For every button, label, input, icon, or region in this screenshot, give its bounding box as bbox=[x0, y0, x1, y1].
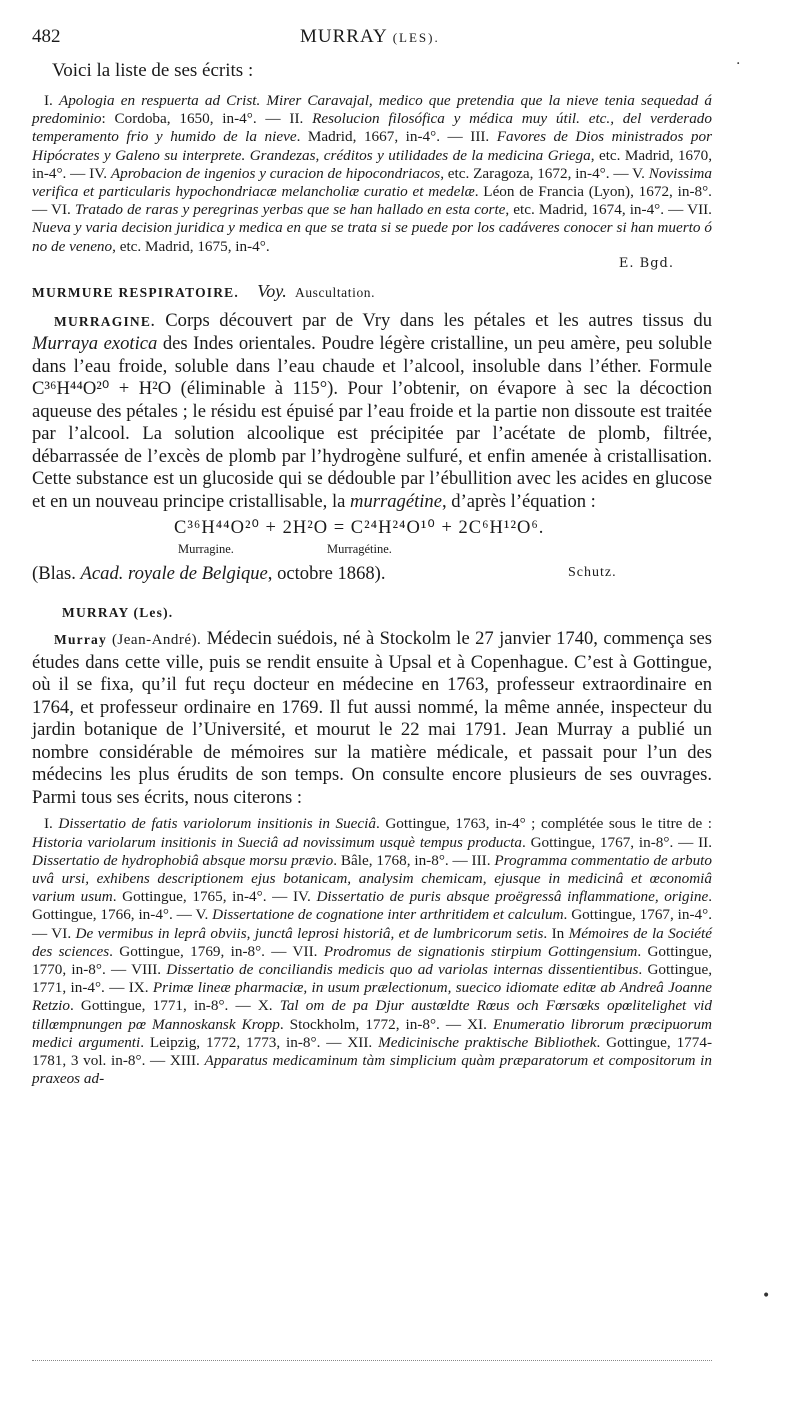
chemical-equation bbox=[32, 517, 712, 561]
entry-murragine: MURRAGINE. Corps découvert par de Vry dans les pétales et les autres tissus du Murraya exotica des Indes orientales. Poudre légère cristalline, un peu amère, peu soluble dans l’eau froide, soluble dans l’eau chaude et l’alcool, insoluble dans l’éther. Formule C³⁶H⁴⁴O²⁰ + H²O (éliminable à 115°). Pour l’obtenir, on évapore à sec la décoction aqueuse des pétales ; le résidu est épuisé par l’eau froide et la partie non dissoute est traitée par l’alcool. La solution alcoolique est précipitée par l’acétate de plomb, filtrée, débarrassée de l’excès de plomb par l’hydrogène sulfuré, et enfin amenée à cristallisation. Cette substance est un glucoside qui se dédouble par l’ébullition avec les acides en glucose et en un nouveau principe cristallisable, la murragétine, d’après l’équation : bbox=[32, 309, 713, 512]
source-line bbox=[32, 563, 712, 591]
signature-schutz: Schutz. bbox=[568, 565, 617, 581]
entry-title-murragine: MURRAGINE. bbox=[54, 313, 156, 329]
entry-murray-jean-andre: Murray (Jean-André). Médecin suédois, né à Stockolm le 27 janvier 1740, commença ses études dans cette ville, puis se rendit ensuite à Upsal et à Copenhague. C’est à Gottingue, où il se fixa, qu’il fut reçu docteur en médecine en 1763, professeur extraordinaire en 1764, et professeur ordinaire en 1769. Il fut aussi nommé, la même année, inspecteur du jardin botanique de l’Université, et mourut le 22 mai 1791. Jean Murray a publié un nombre considérable de mémoires sur la matière médicale, et passait pour l’un des médecins les plus érudits de son temps. On consulte encore plusieurs de ses ouvrages. Parmi tous ses écrits, nous citerons : bbox=[32, 628, 712, 808]
source-citation: (Blas. Acad. royale de Belgique, octobre 1868). bbox=[32, 563, 386, 585]
cross-reference: Auscultation. bbox=[294, 284, 376, 300]
page-number: 482 bbox=[32, 26, 61, 47]
equation-text: C³⁶H⁴⁴O²⁰ + 2H²O = C²⁴H²⁴O¹⁰ + 2C⁶H¹²O⁶. bbox=[174, 518, 545, 539]
section-title-murray: MURRAY (Les). bbox=[62, 605, 174, 621]
spanish-bibliography: I. Apologia en respuerta ad Crist. Mirer Caravajal, medico que pretendia que la nieve tenia sequedad á predominio: Cordoba, 1650, in-4°. — II. Resolucion filosófica y médica muy útil. etc., del verderado temperamento frio y humido de la nieve. Madrid, 1667, in-4°. — III. Favores de Dios ministrados por Hipócrates y Galeno su interprete. Grandezas, créditos y utilidades de la medicina Griega, etc. Madrid, 1670, in-4°. — IV. Aprobacion de ingenios y curacion de hipocondriacos, etc. Zaragoza, 1672, in-4°. — V. Novissima verifica et particularis hypochondriacæ melancholiæ curatio et medelæ. Léon de Francia (Lyon), 1672, in-8°. — VI. Tratado de raras y peregrinas yerbas que se han hallado en esta corte, etc. Madrid, 1674, in-4°. — VII. Nueva y varia decision juridica y medica en que se trata si se puede por los cadáveres conocer si han muerto ó no de veneno, etc. Madrid, 1675, in-4°. bbox=[32, 92, 713, 255]
running-header bbox=[32, 22, 712, 56]
margin-speck: · bbox=[736, 56, 741, 72]
writings-intro: Voici la liste de ses écrits : bbox=[52, 60, 254, 81]
margin-bullet: • bbox=[762, 1288, 771, 1304]
running-title: MURRAY (LES). bbox=[300, 26, 440, 47]
bottom-dotted-rule bbox=[32, 1360, 712, 1361]
label-murragetine: Murragétine. bbox=[327, 542, 392, 557]
entry-murmure bbox=[32, 281, 712, 302]
page bbox=[32, 22, 712, 1088]
label-murragine: Murragine. bbox=[178, 542, 234, 557]
running-title-sub: (LES). bbox=[392, 30, 440, 45]
murray-works-list: I. Dissertatio de fatis variolorum insitionis in Sueciâ. Gottingue, 1763, in-4° ; complétée sous le titre de : Historia variolarum insitionis in Sueciâ ad novissimum usquè tempus producta. Gottingue, 1767, in-8°. — II. Dissertatio de hydrophobiâ absque morsu prævio. Bâle, 1768, in-8°. — III. Programma commentatio de arbuto uvâ ursi, exhibens descriptionem ejus botanicam, analysim chemicam, ejusque in medicinâ et œconomiâ varium usum. Gottingue, 1765, in-4°. — IV. Dissertatio de puris absque proëgressâ inflammatione, origine. Gottingue, 1766, in-4°. — V. Dissertatione de cognatione inter arthritidem et calculum. Gottingue, 1767, in-4°. — VI. De vermibus in leprâ obviis, junctâ leprosi historiâ, et de lumbricorum setis. In Mémoires de la Société des sciences. Gottingue, 1769, in-8°. — VII. Prodromus de signationis stirpium Gottingensium. Gottingue, 1770, in-8°. — VIII. Dissertatio de conciliandis medicis quo ad variolas internas dissentientibus. Gottingue, 1771, in-4°. — IX. Primæ lineæ pharmaciæ, in usum prælectionum, suecico idiomate editæ ab Andreâ Joanne Retzio. Gottingue, 1771, in-8°. — X. Tal om de pa Djur austœldte Rœus och Fœrsœks opœlitelighet vid tillœmpnungen pœ Mannoskansk Kropp. Stockholm, 1772, in-8°. — XI. Enumeratio librorum præcipuorum medici argumenti. Leipzig, 1772, 1773, in-8°. — XII. Medicinische praktische Bibliothek. Gottingue, 1774-1781, 3 vol. in-8°. — XIII. Apparatus medicaminum tàm simplicium quàm præparatorum et compositorum in praxeos ad- bbox=[32, 815, 713, 1088]
voy-label: Voy. bbox=[257, 280, 287, 301]
entry-title-murmure: MURMURE RESPIRATOIRE. bbox=[32, 284, 239, 300]
signature-bgd: E. Bgd. bbox=[618, 255, 674, 271]
entry-title-murray: Murray bbox=[54, 632, 107, 648]
